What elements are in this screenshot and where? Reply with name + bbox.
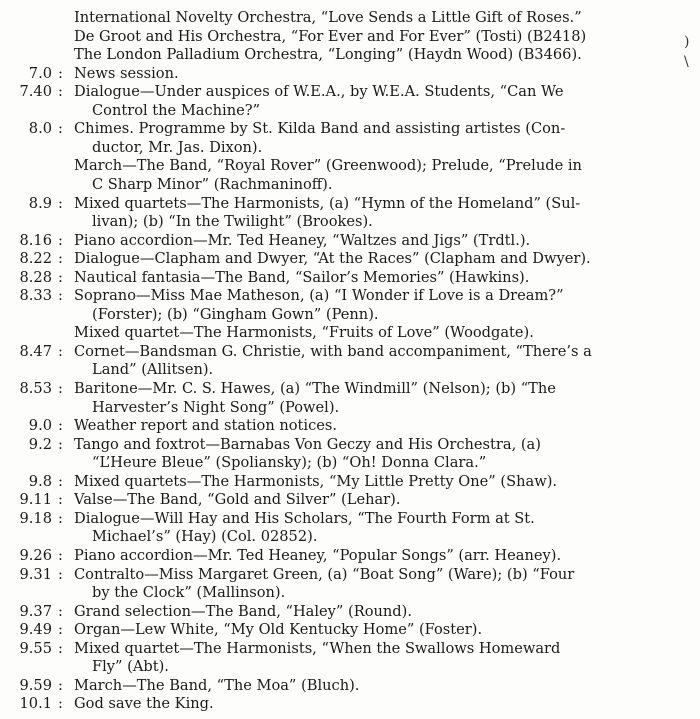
- time-separator: :: [58, 639, 63, 657]
- programme-line: [0, 657, 700, 677]
- programme-text: Grand selection—The Band, “Haley” (Round).: [74, 602, 412, 620]
- margin-mark-top: ): [684, 34, 690, 50]
- programme-line: [0, 509, 700, 529]
- programme-time: 7.0: [28, 64, 52, 82]
- programme-line: [0, 583, 700, 603]
- programme-line: [0, 639, 700, 659]
- programme-time: 9.59: [19, 676, 52, 694]
- programme-line: [0, 565, 700, 585]
- programme-text: Cornet—Bandsman G. Christie, with band accompaniment, “There’s a: [74, 342, 592, 360]
- time-separator: :: [58, 64, 63, 82]
- programme-line: [0, 305, 700, 325]
- programme-text: March—The Band, “The Moa” (Bluch).: [74, 676, 360, 694]
- time-separator: :: [58, 472, 63, 490]
- programme-text: News session.: [74, 64, 179, 82]
- programme-time: 8.22: [19, 250, 52, 268]
- programme-text: Dialogue—Under auspices of W.E.A., by W.E.A. Students, “Can We: [74, 83, 564, 101]
- time-separator: :: [58, 417, 63, 435]
- programme-line: [0, 45, 700, 65]
- programme-line: [0, 194, 700, 214]
- programme-text: Mixed quartets—The Harmonists, (a) “Hymn of the Homeland” (Sul-: [74, 194, 581, 212]
- time-separator: :: [58, 120, 63, 138]
- programme-line: [0, 602, 700, 622]
- time-separator: :: [58, 621, 63, 639]
- programme-line: [0, 416, 700, 436]
- programme-line: [0, 546, 700, 566]
- programme-text: Soprano—Miss Mae Matheson, (a) “I Wonder if Love is a Dream?”: [74, 287, 564, 305]
- programme-time: 8.28: [19, 268, 52, 286]
- programme-time: 9.2: [28, 435, 52, 453]
- programme-text: livan); (b) “In the Twilight” (Brookes).: [92, 213, 373, 231]
- programme-line: [0, 398, 700, 418]
- programme-text: De Groot and His Orchestra, “For Ever and For Ever” (Tosti) (B2418): [74, 27, 587, 45]
- programme-text: by the Clock” (Mallinson).: [92, 584, 286, 602]
- programme-text: God save the King.: [74, 695, 214, 713]
- programme-text: Contralto—Miss Margaret Green, (a) “Boat Song” (Ware); (b) “Four: [74, 565, 575, 583]
- programme-text: Control the Machine?”: [92, 101, 261, 119]
- programme-text: Harvester’s Night Song” (Powel).: [92, 398, 340, 416]
- time-separator: :: [58, 250, 63, 268]
- programme-text: International Novelty Orchestra, “Love Sends a Little Gift of Roses.”: [74, 9, 582, 26]
- programme-text: Chimes. Programme by St. Kilda Band and assisting artistes (Con-: [74, 120, 566, 138]
- programme-line: [0, 379, 700, 399]
- programme-time: 8.47: [19, 342, 52, 360]
- time-separator: :: [58, 491, 63, 509]
- programme-line: [0, 286, 700, 306]
- programme-line: [0, 527, 700, 547]
- programme-line: [0, 435, 700, 455]
- programme-text: The London Palladium Orchestra, “Longing” (Haydn Wood) (B3466).: [74, 46, 582, 64]
- programme-text: Dialogue—Clapham and Dwyer, “At the Races” (Clapham and Dwyer).: [74, 250, 591, 268]
- programme-line: [0, 490, 700, 510]
- programme-text: ductor, Mr. Jas. Dixon).: [92, 138, 263, 156]
- time-separator: :: [58, 602, 63, 620]
- programme-line: [0, 453, 700, 473]
- programme-time: 8.53: [19, 380, 52, 397]
- programme-text: Baritone—Mr. C. S. Hawes, (a) “The Windmill” (Nelson); (b) “The: [74, 380, 556, 397]
- programme-line: [0, 694, 700, 714]
- programme-line: [0, 360, 700, 380]
- time-separator: :: [58, 509, 63, 527]
- programme-time: 9.55: [19, 639, 52, 657]
- programme-time: 9.18: [19, 509, 52, 527]
- programme-text: March—The Band, “Royal Rover” (Greenwood); Prelude, “Prelude in: [74, 157, 582, 175]
- programme-text: Fly” (Abt).: [92, 658, 169, 676]
- programme-text: Mixed quartets—The Harmonists, “My Little Pretty One” (Shaw).: [74, 472, 558, 490]
- programme-line: [0, 620, 700, 640]
- programme-time: 9.31: [19, 565, 52, 583]
- time-separator: :: [58, 435, 63, 453]
- programme-text: Mixed quartet—The Harmonists, “Fruits of Love” (Woodgate).: [74, 324, 534, 342]
- time-separator: :: [58, 194, 63, 212]
- programme-line: [0, 249, 700, 269]
- programme-line: [0, 472, 700, 492]
- programme-line: [0, 138, 700, 158]
- programme-line: [0, 64, 700, 84]
- programme-text: Weather report and station notices.: [74, 417, 338, 435]
- time-separator: :: [58, 695, 63, 713]
- programme-line: [0, 82, 700, 102]
- programme-line: [0, 676, 700, 696]
- programme-time: 9.8: [28, 472, 52, 490]
- programme-text: Piano accordion—Mr. Ted Heaney, “Waltzes and Jigs” (Trdtl.).: [74, 231, 531, 249]
- programme-time: 8.33: [19, 287, 52, 305]
- time-separator: :: [58, 380, 63, 397]
- margin-mark-bottom: \: [684, 54, 689, 70]
- programme-text: C Sharp Minor” (Rachmaninoff).: [92, 175, 333, 193]
- programme-time: 8.0: [28, 120, 52, 138]
- time-separator: :: [58, 546, 63, 564]
- programme-time: 7.40: [19, 83, 52, 101]
- programme-time: 9.37: [19, 602, 52, 620]
- programme-text: Valse—The Band, “Gold and Silver” (Lehar).: [74, 491, 401, 509]
- programme-text: Michael’s” (Hay) (Col. 02852).: [92, 528, 318, 546]
- programme-time: 8.16: [19, 231, 52, 249]
- time-separator: :: [58, 287, 63, 305]
- programme-text: Piano accordion—Mr. Ted Heaney, “Popular Songs” (arr. Heaney).: [74, 546, 562, 564]
- programme-line: [0, 101, 700, 121]
- programme-time: 9.11: [19, 491, 52, 509]
- programme-text: Organ—Lew White, “My Old Kentucky Home” (Foster).: [74, 621, 483, 639]
- programme-text: Mixed quartet—The Harmonists, “When the Swallows Homeward: [74, 639, 561, 657]
- programme-text: Dialogue—Will Hay and His Scholars, “The Fourth Form at St.: [74, 509, 535, 527]
- programme-text: Tango and foxtrot—Barnabas Von Geczy and His Orchestra, (a): [74, 435, 541, 453]
- programme-text: “L’Heure Bleue” (Spoliansky); (b) “Oh! Donna Clara.”: [92, 454, 487, 472]
- time-separator: :: [58, 268, 63, 286]
- programme-text: Land” (Allitsen).: [92, 361, 214, 379]
- programme-line: [0, 175, 700, 195]
- programme-line: [0, 268, 700, 288]
- programme-time: 10.1: [19, 695, 52, 713]
- programme-line: [0, 8, 700, 28]
- time-separator: :: [58, 565, 63, 583]
- time-separator: :: [58, 676, 63, 694]
- programme-time: 9.0: [28, 417, 52, 435]
- programme-line: [0, 27, 700, 47]
- programme-time: 9.26: [19, 546, 52, 564]
- programme-text: (Forster); (b) “Gingham Gown” (Penn).: [92, 305, 379, 323]
- programme-line: [0, 342, 700, 362]
- programme-line: [0, 212, 700, 232]
- programme-line: [0, 156, 700, 176]
- time-separator: :: [58, 342, 63, 360]
- time-separator: :: [58, 231, 63, 249]
- programme-line: [0, 231, 700, 251]
- programme-text: Nautical fantasia—The Band, “Sailor’s Memories” (Hawkins).: [74, 268, 530, 286]
- time-separator: :: [58, 83, 63, 101]
- programme-line: [0, 323, 700, 343]
- programme-time: 8.9: [28, 194, 52, 212]
- programme-time: 9.49: [19, 621, 52, 639]
- programme-line: [0, 119, 700, 139]
